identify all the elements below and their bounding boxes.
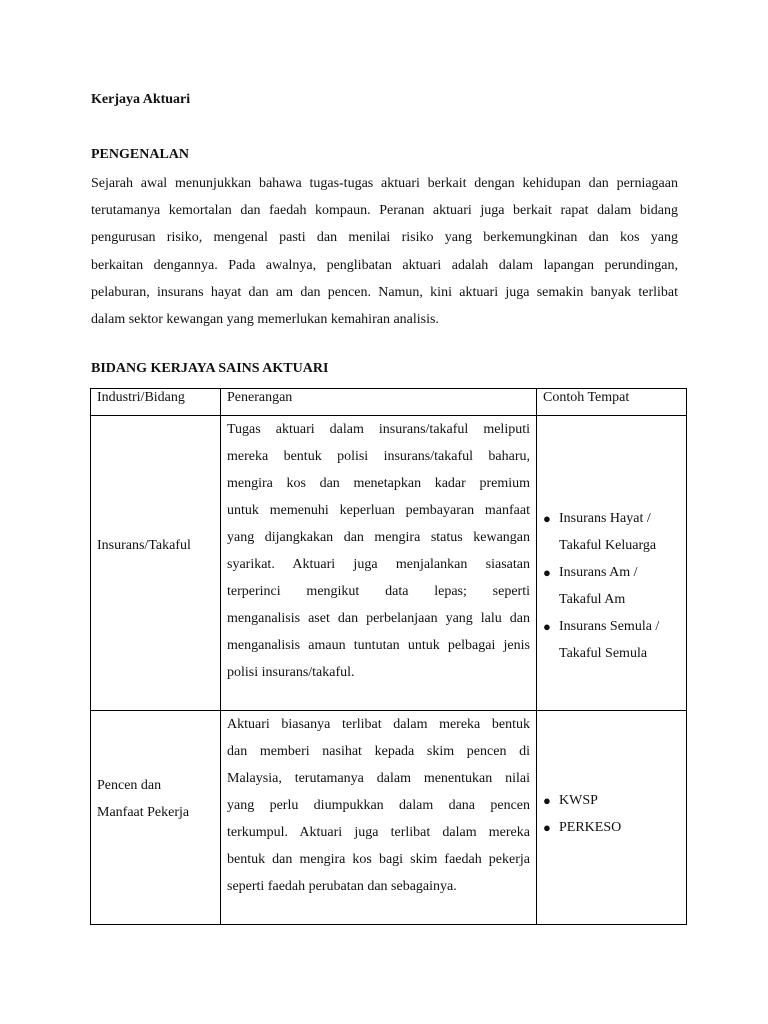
table-header-row <box>91 389 687 416</box>
description-line: Malaysia, terutamanya dalam menentukan nilai <box>227 771 530 786</box>
column-header-label: Penerangan <box>227 390 293 405</box>
description-cell <box>221 416 537 711</box>
description-line: yang dijangkakan dan mengira status kewangan <box>227 530 530 545</box>
description-line: terkumpul. Aktuari juga terlibat dalam mereka <box>227 825 530 840</box>
intro-heading: PENGENALAN <box>91 147 190 162</box>
table-row <box>91 416 687 711</box>
list-item-line: Insurans Semula / <box>559 619 660 634</box>
list-item-line: Takaful Semula <box>559 646 648 661</box>
list-item-line: Insurans Am / <box>559 565 638 580</box>
bullet-icon: ● <box>543 820 551 835</box>
description-line: syarikat. Aktuari juga menjalankan siasatan <box>227 557 530 572</box>
list-item <box>541 505 659 559</box>
description-line: seperti faedah perubatan dan sebagainya. <box>227 879 457 894</box>
examples-list <box>541 787 621 841</box>
column-header-description <box>221 389 537 416</box>
industry-label-line: Pencen dan <box>97 778 162 793</box>
list-item <box>541 559 659 613</box>
description-cell <box>221 711 537 925</box>
intro-line: Sejarah awal menunjukkan bahawa tugas-tugas aktuari berkait dengan kehidupan dan perniagaan <box>91 176 678 191</box>
column-header-label: Industri/Bidang <box>97 390 185 405</box>
examples-cell <box>537 416 687 711</box>
description-line: Aktuari biasanya terlibat dalam mereka bentuk <box>227 717 530 732</box>
description-line: mengira kos dan menetapkan kadar premium <box>227 476 530 491</box>
column-header-industry <box>91 389 221 416</box>
career-table <box>90 388 687 925</box>
intro-paragraph <box>91 170 678 333</box>
description-line: polisi insurans/takaful. <box>227 665 355 680</box>
description-line: dan memberi nasihat kepada skim pencen di <box>227 744 530 759</box>
bullet-icon: ● <box>543 511 551 526</box>
description-line: bentuk dan mengira kos bagi skim faedah pekerja <box>227 852 530 867</box>
intro-line: berkaitan dengannya. Pada awalnya, penglibatan aktuari adalah dalam lapangan perundingan, <box>91 257 678 273</box>
industry-cell <box>91 416 221 711</box>
list-item <box>541 787 621 814</box>
bullet-icon: ● <box>543 565 551 580</box>
list-item-line: KWSP <box>559 793 598 808</box>
intro-line: dalam sektor kewangan yang memerlukan kemahiran analisis. <box>91 312 439 328</box>
description-text <box>221 711 536 900</box>
list-item <box>541 814 621 841</box>
list-item-line: PERKESO <box>559 820 622 835</box>
description-line: Tugas aktuari dalam insurans/takaful meliputi <box>227 422 530 437</box>
intro-line: pelaburan, insurans hayat dan am dan pencen. Namun, kini aktuari juga semakin banyak terlibat <box>91 284 678 300</box>
industry-label <box>97 532 191 559</box>
bullet-icon: ● <box>543 793 551 808</box>
table-row <box>91 711 687 925</box>
table-heading: BIDANG KERJAYA SAINS AKTUARI <box>91 361 329 376</box>
industry-label <box>97 772 189 826</box>
examples-list <box>541 505 659 667</box>
description-line: untuk memenuhi keperluan pembayaran manfaat <box>227 503 530 518</box>
description-line: yang perlu diumpukkan dalam dana pencen <box>227 798 530 813</box>
document-title: Kerjaya Aktuari <box>91 92 191 107</box>
description-line: terperinci mengikut data lepas; seperti <box>227 584 530 599</box>
bullet-icon: ● <box>543 619 551 634</box>
industry-label-line: Manfaat Pekerja <box>97 805 190 820</box>
list-item-line: Insurans Hayat / <box>559 511 651 526</box>
intro-line: pengurusan risiko, mengenal pasti dan menilai risiko yang berkemungkinan dan kos yang <box>91 230 678 246</box>
column-header-examples <box>537 389 687 416</box>
description-text <box>221 416 536 686</box>
column-header-label: Contoh Tempat <box>543 390 630 405</box>
description-line: mereka bentuk polisi insurans/takaful baharu, <box>227 449 530 464</box>
examples-cell <box>537 711 687 925</box>
intro-line: terutamanya kemortalan dan faedah kompaun. Peranan aktuari juga berkait rapat dalam bidang <box>91 203 678 219</box>
description-line: menganalisis aset dan perbelanjaan yang lalu dan <box>227 611 530 626</box>
list-item-line: Takaful Keluarga <box>559 538 657 553</box>
list-item-line: Takaful Am <box>559 592 626 607</box>
industry-label-line: Insurans/Takaful <box>97 538 191 553</box>
industry-cell <box>91 711 221 925</box>
list-item <box>541 613 659 667</box>
description-line: menganalisis amaun tuntutan untuk pelbagai jenis <box>227 638 530 653</box>
